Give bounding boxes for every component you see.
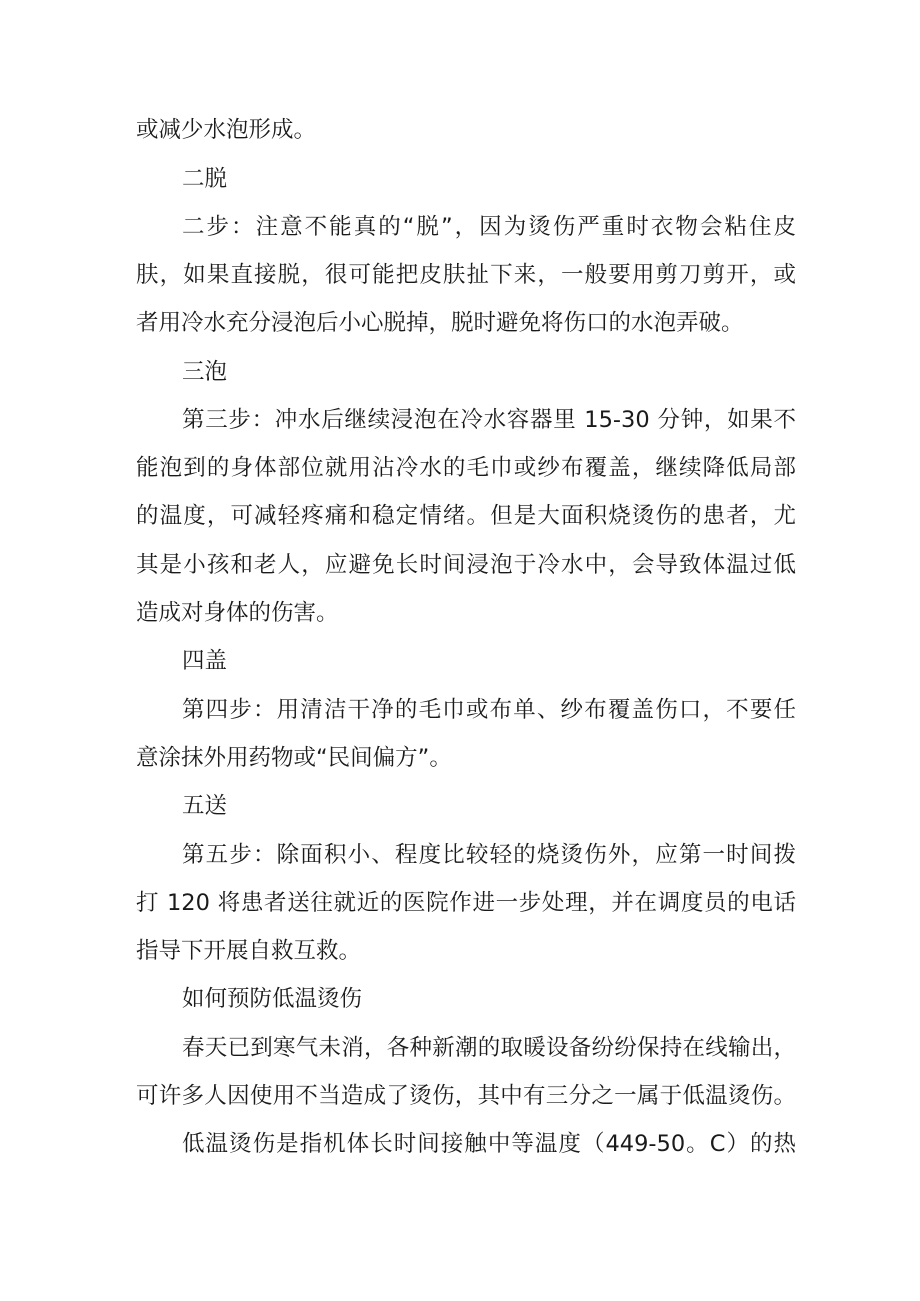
- body-text-line: 二步：注意不能真的“脱”，因为烫伤严重时衣物会粘住皮: [182, 214, 796, 240]
- body-text-line: 第三步：冲水后继续浸泡在冷水容器里 15-30 分钟，如果不: [182, 407, 796, 433]
- body-text-line: 其是小孩和老人，应避免长时间浸泡于冷水中，会导致体温过低: [136, 552, 796, 578]
- section-heading: 如何预防低温烫伤: [182, 986, 363, 1012]
- body-text-line: 打 120 将患者送往就近的医院作进一步处理，并在调度员的电话: [136, 890, 796, 916]
- body-text-line: 第五步：除面积小、程度比较轻的烧烫伤外，应第一时间拨: [182, 842, 796, 868]
- body-text-line: 或减少水泡形成。: [136, 117, 317, 143]
- body-text-line: 意涂抹外用药物或“民间偏方”。: [136, 745, 452, 771]
- body-text-line: 者用冷水充分浸泡后小心脱掉，脱时避免将伤口的水泡弄破。: [136, 310, 744, 336]
- body-text-line: 造成对身体的伤害。: [136, 600, 339, 626]
- body-text-line: 能泡到的身体部位就用沾冷水的毛巾或纱布覆盖，继续降低局部: [136, 455, 796, 481]
- body-text-line: 肤，如果直接脱，很可能把皮肤扯下来，一般要用剪刀剪开，或: [136, 262, 796, 288]
- body-text-line: 第四步：用清洁干净的毛巾或布单、纱布覆盖伤口，不要任: [182, 697, 796, 723]
- body-text-line: 指导下开展自救互救。: [136, 938, 362, 964]
- body-text-line: 的温度，可减轻疼痛和稳定情绪。但是大面积烧烫伤的患者，尤: [136, 503, 796, 529]
- body-text-line: 可许多人因使用不当造成了烫伤，其中有三分之一属于低温烫伤。: [136, 1083, 796, 1109]
- section-heading: 五送: [182, 793, 228, 819]
- section-heading: 三泡: [182, 359, 228, 385]
- body-text-line: 春天已到寒气未消，各种新潮的取暖设备纷纷保持在线输出，: [182, 1035, 796, 1061]
- section-heading: 二脱: [182, 166, 228, 192]
- section-heading: 四盖: [182, 648, 228, 674]
- body-text-line: 低温烫伤是指机体长时间接触中等温度（449-50。C）的热: [182, 1131, 796, 1157]
